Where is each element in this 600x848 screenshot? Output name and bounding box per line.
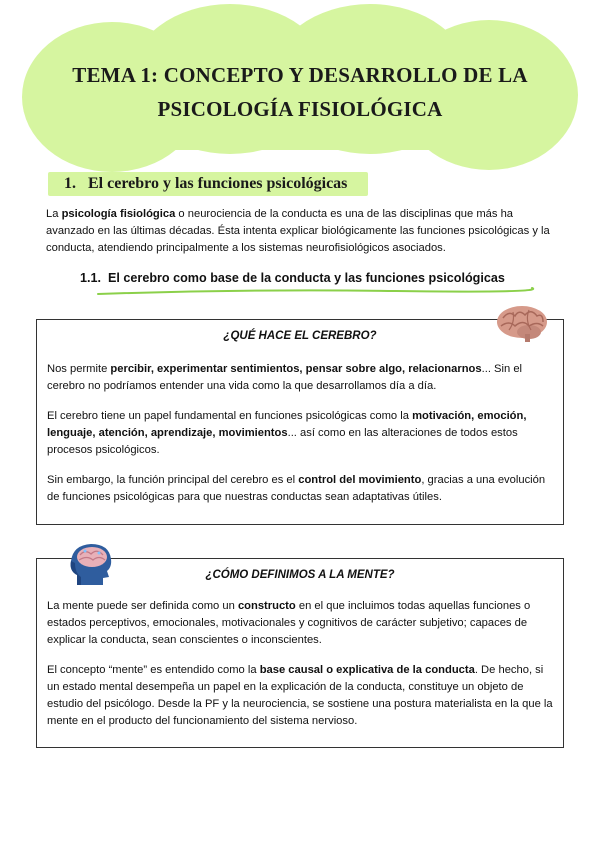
paragraph-text: La mente puede ser definida como un <box>47 600 238 612</box>
box-paragraph <box>47 662 553 730</box>
section-number: 1. <box>64 175 76 192</box>
intro-text: La <box>46 208 62 220</box>
page-title-line1: TEMA 1: CONCEPTO Y DESARROLLO DE LA <box>72 63 528 87</box>
subsection-title: El cerebro como base de la conducta y las funciones psicológicas <box>108 271 505 285</box>
section-heading <box>64 172 347 196</box>
subsection-number: 1.1. <box>80 271 102 285</box>
paragraph-bold: motivación, emoción, lenguaje, atención, aprendizaje, movimientos <box>47 410 527 439</box>
box-heading: ¿CÓMO DEFINIMOS A LA MENTE? <box>205 569 395 581</box>
paragraph-text: ... así como en las alteraciones de todos estos procesos psicológicos. <box>47 427 518 456</box>
paragraph-text: Sin embargo, la función principal del cerebro es el <box>47 474 299 486</box>
box-body <box>37 598 563 730</box>
intro-text: o neurociencia de la conducta es una de las disciplinas que más ha avanzado en las últimas décadas. Ésta intenta explicar biológicamente las funciones psicológicas y la conducta, atendiendo principalmente a los sistemas neurofisiológicos asociados. <box>46 208 550 254</box>
paragraph-bold: constructo <box>237 600 296 612</box>
paragraph-bold: percibir, experimentar sentimientos, pensar sobre algo, relacionarnos <box>110 363 482 375</box>
paragraph-text: en el que incluimos todas aquellas funciones o estados perceptivos, emocionales, motivacionales y cognitivos de carácter subjetivo; capaces de explicar la conducta, sean conscientes o inconscientes. <box>47 600 531 646</box>
box-heading: ¿QUÉ HACE EL CEREBRO? <box>223 330 377 342</box>
section-title: El cerebro y las funciones psicológicas <box>88 175 348 192</box>
box-paragraph <box>47 472 553 506</box>
paragraph-text: . De hecho, si un estado mental desempeña un papel en la explicación de la conducta, constituye un objeto de estudio del psicólogo. Desde la PF y la neurociencia, se sostiene una postura materialista en la que la mente en el producto del funcionamiento del sistema nervioso. <box>47 664 553 727</box>
paragraph-text: El cerebro tiene un papel fundamental en funciones psicológicas como la <box>47 410 413 422</box>
page-title-line2: PSICOLOGÍA FISIOLÓGICA <box>157 97 443 121</box>
subsection-underline <box>96 286 536 298</box>
paragraph-text: ... Sin el cerebro no podríamos entender una vida como la que desarrollamos día a día. <box>47 363 523 392</box>
paragraph-text: Nos permite <box>47 363 111 375</box>
box-paragraph <box>47 598 553 649</box>
page-title <box>40 58 560 126</box>
brain-icon <box>495 304 549 344</box>
paragraph-text: , gracias a una evolución de funciones psicológicas para que nuestras conductas sean adaptativas útiles. <box>47 474 546 503</box>
box-body <box>37 361 563 506</box>
intro-paragraph <box>46 206 556 257</box>
head-brain-icon <box>65 541 117 587</box>
subsection-heading <box>80 269 505 287</box>
intro-bold: psicología fisiológica <box>61 208 176 220</box>
paragraph-bold: base causal o explicativa de la conducta <box>259 664 475 676</box>
paragraph-bold: control del movimiento <box>298 474 422 486</box>
brain-function-box <box>36 319 564 525</box>
mind-definition-box <box>36 558 564 748</box>
paragraph-text: El concepto “mente” es entendido como la <box>47 664 260 676</box>
box-paragraph <box>47 361 553 395</box>
box-paragraph <box>47 408 553 459</box>
